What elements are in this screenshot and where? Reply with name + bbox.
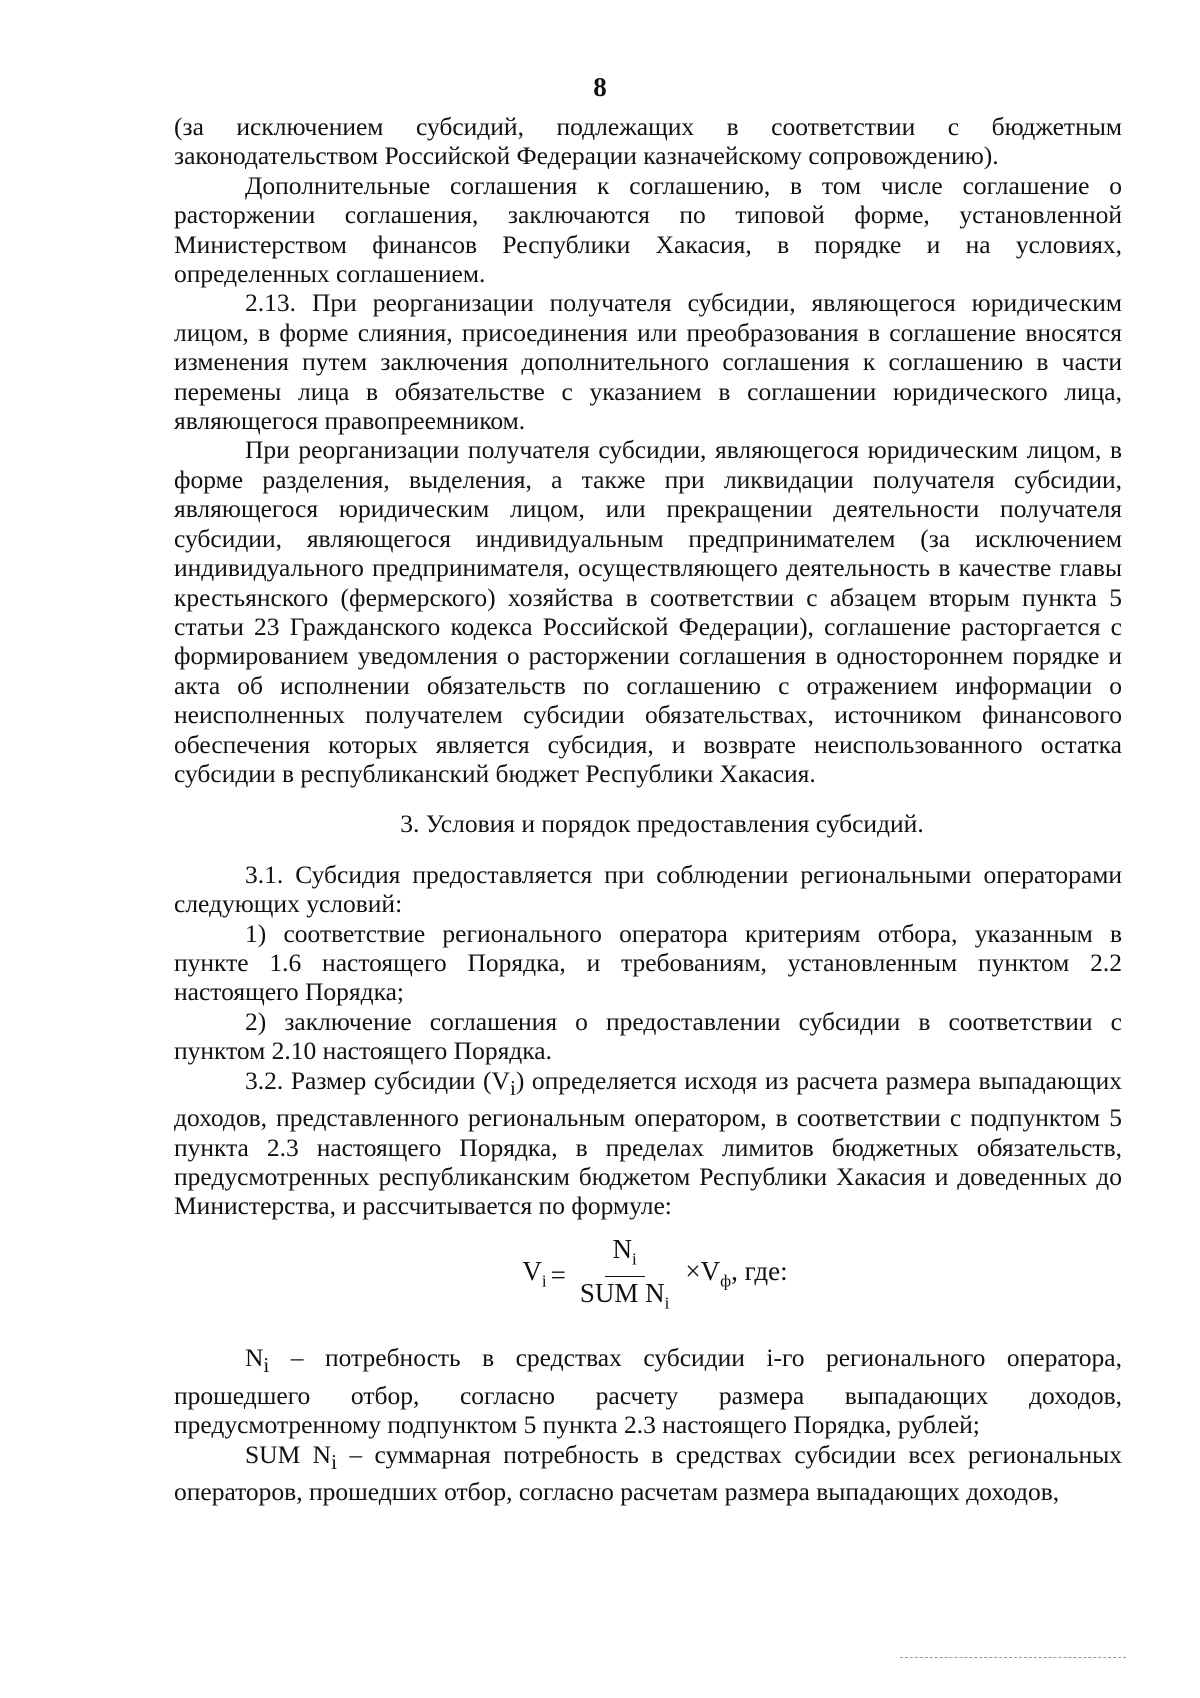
formula-suffix: , где: [731,1255,788,1286]
formula-denominator [572,1277,678,1318]
formula-fraction [572,1235,678,1318]
formula-times-subscript: ф [720,1271,732,1290]
formula-numerator-symbol: N [612,1233,633,1264]
definition-sum-ni-text: – суммарная потребность в средствах субсидии всех региональных операторов, прошедших отбор, согласно расчетам размера выпадающих доходов, [174,1439,1123,1507]
paragraph-2-13: 2.13. При реорганизации получателя субсидии, являющегося юридическим лицом, в форме слияния, присоединения или преобразования в соглашение вносятся изменения путем заключения дополнительного соглашения к соглашению в части перемены лица в обязательстве с указанием в соглашении юридического лица, являющегося правопреемником. [174,288,1122,436]
section-heading: 3. Условия и порядок предоставления субсидий. [400,809,924,839]
scan-artifact-line [900,1655,1126,1658]
definition-sum-ni-subscript: i [331,1449,337,1474]
formula-times-symbol: ×V [685,1255,721,1286]
formula-denominator-subscript: i [664,1292,670,1312]
formula-equals: = [550,1260,566,1291]
paragraph-continuation: (за исключением субсидий, подлежащих в соответствии с бюджетным законодательством Российской Федерации казначейскому сопровождению). [174,112,1122,171]
definition-ni [174,1343,1122,1439]
formula-denominator-symbol: SUM N [579,1277,665,1308]
definition-ni-text: – потребность в средствах субсидии i-го регионального оператора, прошедшего отбор, согласно расчету размера выпадающих доходов, предусмотренному подпунктом 5 пункта 2.3 настоящего Порядка, рублей; [174,1343,1122,1440]
formula-lhs-symbol: V [522,1255,542,1286]
formula-lhs [522,1257,546,1296]
definition-sum-ni-term: SUM N [245,1439,332,1469]
formula-numerator [605,1235,645,1277]
condition-1: 1) соответствие регионального оператора критериям отбора, указанным в пункте 1.6 настоящего Порядка, и требованиям, установленным пунктом 2.2 настоящего Порядка; [174,918,1122,1007]
paragraph-3-2-start: 3.2. Размер субсидии (V [245,1065,510,1095]
subsidy-formula [174,1235,1122,1318]
formula-multiplier [685,1257,787,1296]
paragraph-3-1: 3.1. Субсидия предоставляется при соблюдении региональными операторами следующих условий: [174,859,1122,919]
formula-numerator-subscript: i [632,1249,637,1269]
condition-2: 2) заключение соглашения о предоставлении субсидии в соответствии с пунктом 2.10 настоящего Порядка. [174,1006,1122,1066]
paragraph-3-2 [174,1066,1122,1221]
document-body [174,112,1122,1507]
definition-ni-term: N [245,1343,264,1373]
definition-ni-subscript: i [263,1353,270,1378]
paragraph-3-2-subscript: i [509,1075,516,1100]
paragraph-3-2-end: ) определяется исходя из расчета размера выпадающих доходов, представленного региональным оператором, в соответствии с подпунктом 5 пункта 2.3 настоящего Порядка, в пределах лимитов бюджетных обязательств, предусмотренных республиканским бюджетом Республики Хакасия и доведенных до Министерства, и рассчитывается по формуле: [174,1065,1122,1221]
formula-lhs-subscript: i [541,1271,547,1290]
page-number: 8 [593,72,607,102]
paragraph-additional-agreements: Дополнительные соглашения к соглашению, в том числе соглашение о расторжении соглашения, заключаются по типовой форме, установленной Министерством финансов Республики Хакасия, в порядке и на условиях, определенных соглашением. [174,170,1122,289]
definition-sum-ni [174,1440,1122,1507]
paragraph-reorganization: При реорганизации получателя субсидии, являющегося юридическим лицом, в форме разделения, выделения, а также при ликвидации получателя субсидии, являющегося юридическим лицом, или прекращении деятельности получателя субсидии, являющегося индивидуальным предпринимателем (за исключением индивидуального предпринимателя, осуществляющего деятельность в качестве главы крестьянского (фермерского) хозяйства в соответствии с абзацем вторым пункта 5 статьи 23 Гражданского кодекса Российской Федерации), соглашение расторгается с формированием уведомления о расторжении соглашения в одностороннем порядке и акта об исполнении обязательств по соглашению с отражением информации о неисполненных получателем субсидии обязательствах, источником финансового обеспечения которых является субсидия, и возврате неиспользованного остатка субсидии в республиканский бюджет Республики Хакасия. [174,435,1122,788]
